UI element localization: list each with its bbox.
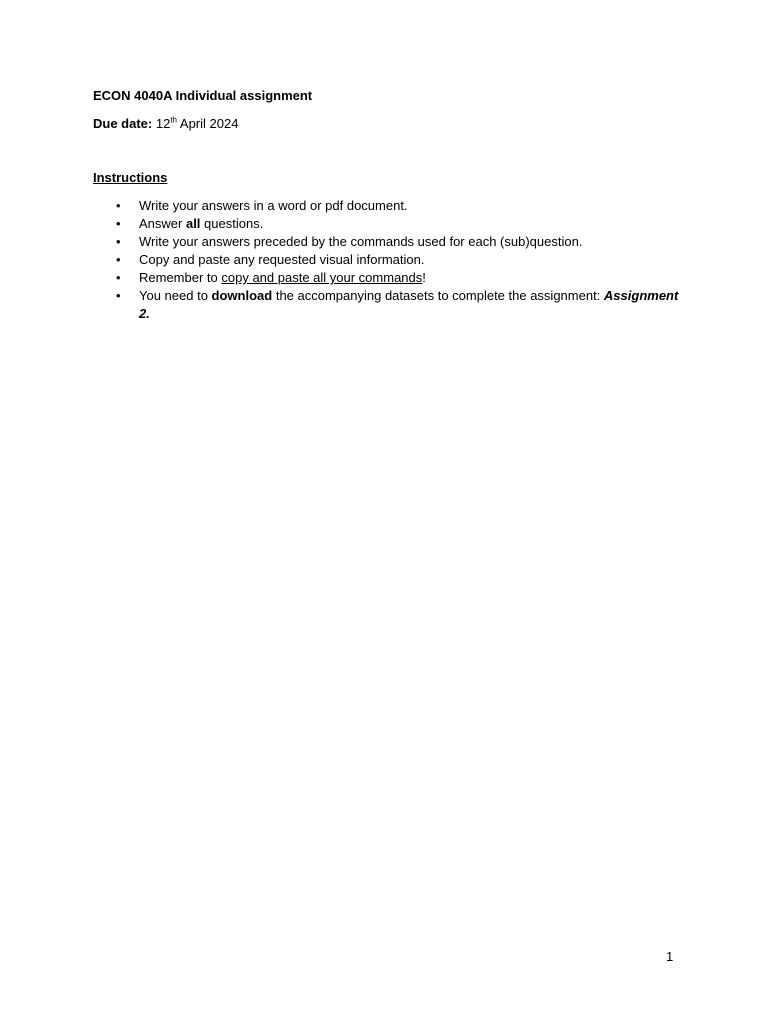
instructions-list: [0, 197, 768, 323]
item-text-bold: all: [185, 216, 201, 231]
list-item: [0, 287, 679, 323]
bullet-icon: •: [116, 270, 121, 285]
list-item: [0, 197, 679, 215]
item-text-mid: the accompanying datasets to complete the assignment:: [272, 288, 604, 303]
instructions-heading: Instructions: [93, 170, 168, 185]
item-text-post: !: [422, 270, 426, 285]
item-text: Write your answers in a word or pdf document.: [139, 198, 408, 213]
list-item: [0, 269, 679, 287]
list-item: [0, 233, 679, 251]
item-text-post: questions.: [200, 216, 264, 231]
list-item: [0, 215, 679, 233]
due-date-line: [93, 115, 238, 133]
item-text-bold-italic: Assignment 2.: [139, 288, 679, 321]
item-text-underlined: copy and paste all your commands: [221, 270, 423, 285]
document-title: ECON 4040A Individual assignment: [93, 88, 313, 103]
item-text-bold: download: [211, 288, 273, 303]
due-date-day: 12: [155, 116, 171, 131]
due-date-month-year: April 2024: [179, 116, 239, 131]
bullet-icon: •: [116, 198, 121, 213]
bullet-icon: •: [116, 252, 121, 267]
bullet-icon: •: [116, 288, 121, 303]
due-date-day-suffix: th: [170, 115, 177, 125]
item-text: Copy and paste any requested visual information.: [139, 252, 425, 267]
bullet-icon: •: [116, 234, 121, 249]
item-text-pre: You need to: [139, 288, 212, 303]
list-item: [0, 251, 679, 269]
item-text-pre: Answer: [139, 216, 186, 231]
item-text: Write your answers preceded by the commands used for each (sub)question.: [139, 234, 583, 249]
bullet-icon: •: [116, 216, 121, 231]
page-number: 1: [666, 949, 674, 964]
due-date-label: Due date:: [93, 116, 153, 131]
item-text-pre: Remember to: [139, 270, 222, 285]
